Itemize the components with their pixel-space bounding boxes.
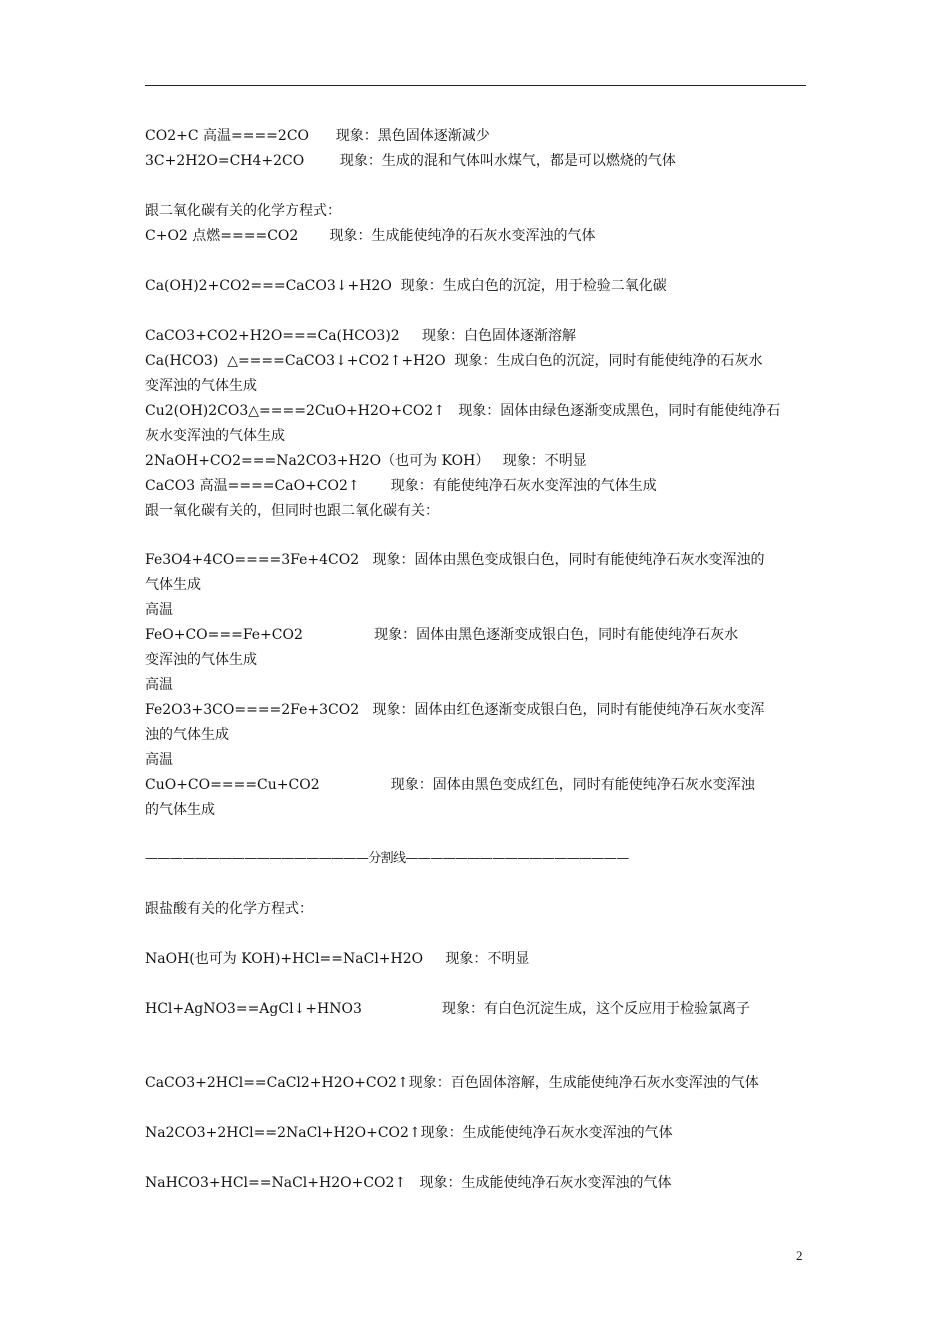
text-line: CaCO3+CO2+H2O===Ca(HCO3)2 现象：白色固体逐渐溶解: [145, 328, 576, 344]
text-line: CaCO3 高温====CaO+CO2↑ 现象：有能使纯净石灰水变浑浊的气体生成: [145, 478, 657, 494]
text-line: Ca(HCO3) △====CaCO3↓+CO2↑+H2O 现象：生成白色的沉淀，同时有能使纯净的石灰水: [145, 353, 763, 369]
text-line: 3C+2H2O=CH4+2CO 现象：生成的混和气体叫水煤气，都是可以燃烧的气体: [145, 153, 676, 169]
text-line: CuO+CO====Cu+CO2 现象：固体由黑色变成红色，同时有能使纯净石灰水变浑浊: [145, 777, 755, 793]
text-line: 的气体生成: [145, 802, 215, 818]
text-line: 浊的气体生成: [145, 727, 229, 743]
page-number: 2: [796, 1248, 803, 1263]
text-line: 变浑浊的气体生成: [145, 652, 257, 668]
text-line: CaCO3+2HCl==CaCl2+H2O+CO2↑现象：百色固体溶解，生成能使纯净石灰水变浑浊的气体: [145, 1075, 759, 1091]
condition-label: 高温: [145, 602, 173, 618]
text-line: C+O2 点燃====CO2 现象：生成能使纯净的石灰水变浑浊的气体: [145, 228, 596, 244]
text-line: FeO+CO===Fe+CO2 现象：固体由黑色逐渐变成银白色，同时有能使纯净石灰水: [145, 627, 739, 643]
text-line: NaHCO3+HCl==NaCl+H2O+CO2↑ 现象：生成能使纯净石灰水变浑浊的气体: [145, 1175, 672, 1191]
text-line: Na2CO3+2HCl==2NaCl+H2O+CO2↑现象：生成能使纯净石灰水变浑浊的气体: [145, 1125, 673, 1141]
text-line: 2NaOH+CO2===Na2CO3+H2O（也可为 KOH） 现象：不明显: [145, 453, 587, 469]
divider-line: ——————————————————分割线——————————————————: [145, 851, 629, 866]
text-line: CO2+C 高温====2CO 现象：黑色固体逐渐减少: [145, 128, 490, 144]
text-line: 气体生成: [145, 577, 201, 593]
text-line: Fe2O3+3CO====2Fe+3CO2 现象：固体由红色逐渐变成银白色，同时有能使纯净石灰水变浑: [145, 702, 765, 718]
text-line: Fe3O4+4CO====3Fe+4CO2 现象：固体由黑色变成银白色，同时有能使纯净石灰水变浑浊的: [145, 552, 765, 568]
section-heading: 跟二氧化碳有关的化学方程式：: [145, 203, 341, 219]
text-line: Cu2(OH)2CO3△====2CuO+H2O+CO2↑ 现象：固体由绿色逐渐变成黑色，同时有能使纯净石: [145, 403, 781, 419]
header-rule: [145, 85, 806, 86]
text-line: Ca(OH)2+CO2===CaCO3↓+H2O 现象：生成白色的沉淀，用于检验二氧化碳: [145, 278, 667, 294]
section-heading: 跟一氧化碳有关的，但同时也跟二氧化碳有关：: [145, 503, 439, 519]
section-heading: 跟盐酸有关的化学方程式：: [145, 901, 313, 917]
condition-label: 高温: [145, 677, 173, 693]
text-line: NaOH(也可为 KOH)+HCl==NaCl+H2O 现象：不明显: [145, 951, 530, 967]
text-line: HCl+AgNO3==AgCl↓+HNO3 现象：有白色沉淀生成，这个反应用于检验氯离子: [145, 1001, 750, 1017]
condition-label: 高温: [145, 752, 173, 768]
text-line: 灰水变浑浊的气体生成: [145, 428, 285, 444]
text-line: 变浑浊的气体生成: [145, 378, 257, 394]
